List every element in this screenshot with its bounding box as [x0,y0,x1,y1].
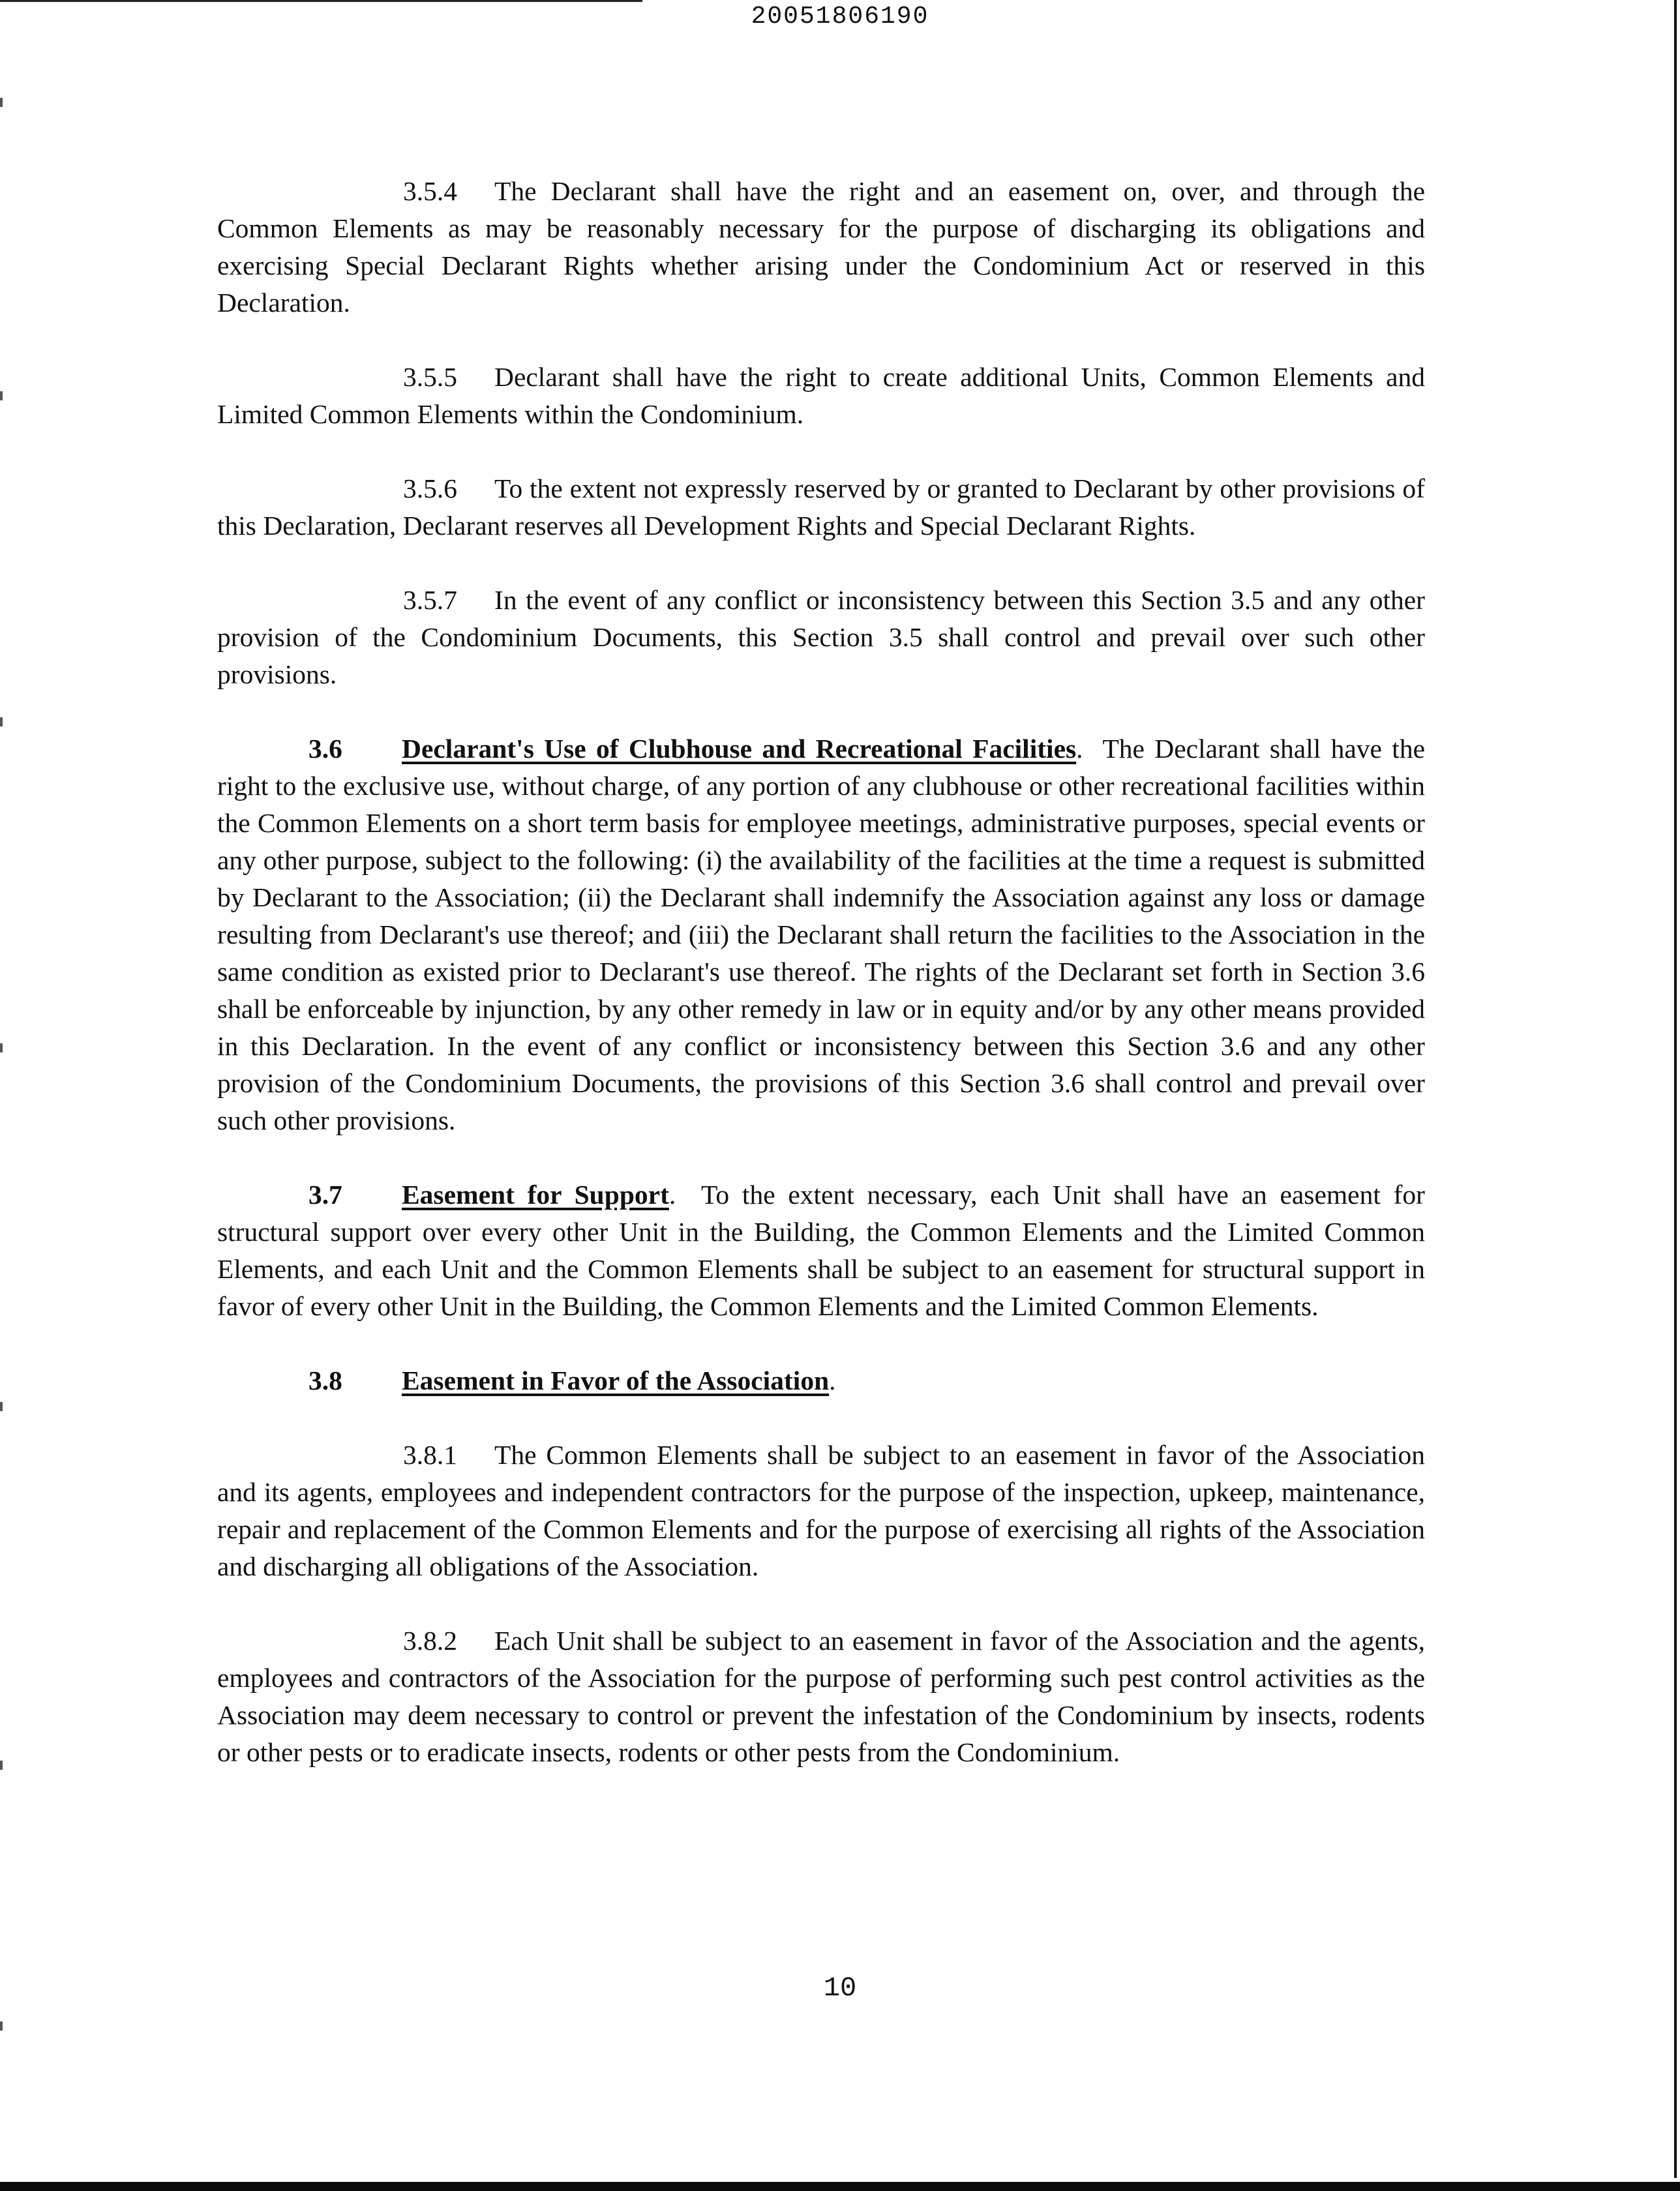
section-3-6 [217,730,1425,1139]
section-3-8 [217,1362,1425,1399]
paragraph-3-8-2 [217,1622,1425,1771]
section-heading: Easement in Favor of the Association [402,1365,830,1395]
scan-edge-right [1674,0,1677,2178]
section-3-7 [217,1176,1425,1325]
section-number: 3.8 [308,1365,342,1395]
scan-edge-left-marks [0,0,5,2178]
heading-punctuation: . [1076,734,1083,764]
section-heading: Declarant's Use of Clubhouse and Recreational Facilities [402,734,1077,764]
heading-punctuation: . [829,1365,836,1395]
paragraph-3-5-6 [217,470,1425,544]
section-number: 3.6 [308,734,342,764]
heading-punctuation: . [668,1180,676,1210]
paragraph-3-5-7 [217,582,1425,693]
paragraph-3-5-5 [217,359,1425,433]
paragraph-text: Declarant shall have the right to create additional Units, Common Elements and Limited Common Elements within the Condominium. [217,362,1425,429]
paragraph-number: 3.5.6 [403,473,457,503]
scan-edge-top [0,0,642,2]
section-text: To the extent necessary, each Unit shall have an easement for structural support over every other Unit in the Building, the Common Elements and the Limited Common Elements, and each Unit and the Common Elements shall be subject to an easement for structural support in favor of every other Unit in the Building, the Common Elements and the Limited Common Elements. [217,1180,1425,1321]
section-number: 3.7 [308,1180,342,1210]
section-text: The Declarant shall have the right to the exclusive use, without charge, of any portion of any clubhouse or other recreational facilities within the Common Elements on a short term basis for employee meetings, administrative purposes, special events or any other purpose, subject to the following: (i) the availability of the facilities at the time a request is submitted by Declarant to the Association; (ii) the Declarant shall indemnify the Association against any loss or damage resulting from Declarant's use thereof; and (iii) the Declarant shall return the facilities to the Association in the same condition as existed prior to Declarant's use thereof. The rights of the Declarant set forth in Section 3.6 shall be enforceable by injunction, by any other remedy in law or in equity and/or by any other means provided in this Declaration. In the event of any conflict or inconsistency between this Section 3.6 and any other provision of the Condominium Documents, the provisions of this Section 3.6 shall control and prevail over such other provisions. [217,734,1425,1135]
document-body [217,173,1425,1771]
paragraph-text: The Declarant shall have the right and an easement on, over, and through the Common Elements as may be reasonably necessary for the purpose of discharging its obligations and exercising Special Declarant Rights whether arising under the Condominium Act or reserved in this Declaration. [217,176,1425,318]
paragraph-number: 3.5.4 [403,176,457,206]
paragraph-text: The Common Elements shall be subject to an easement in favor of the Association and its agents, employees and independent contractors for the purpose of the inspection, upkeep, maintenance, repair and replacement of the Common Elements and for the purpose of exercising all rights of the Association and discharging all obligations of the Association. [217,1440,1425,1581]
paragraph-text: To the extent not expressly reserved by or granted to Declarant by other provisions of this Declaration, Declarant reserves all Development Rights and Special Declarant Rights. [217,473,1425,541]
document-id: 20051806190 [751,3,929,31]
paragraph-number: 3.8.1 [403,1440,457,1470]
page-number: 10 [823,1973,857,2004]
paragraph-3-5-4 [217,173,1425,321]
paragraph-number: 3.5.5 [403,362,457,392]
paragraph-text: Each Unit shall be subject to an easement in favor of the Association and the agents, employees and contractors of the Association for the purpose of performing such pest control activities as the Association may deem necessary to control or prevent the infestation of the Condominium by insects, rodents or other pests or to eradicate insects, rodents or other pests from the Condominium. [217,1626,1425,1767]
scan-edge-bottom [0,2182,1680,2191]
paragraph-number: 3.5.7 [403,585,457,615]
section-heading: Easement for Support [402,1180,669,1210]
paragraph-3-8-1 [217,1437,1425,1585]
paragraph-text: In the event of any conflict or inconsistency between this Section 3.5 and any other provision of the Condominium Documents, this Section 3.5 shall control and prevail over such other provisions. [217,585,1425,689]
paragraph-number: 3.8.2 [403,1626,457,1656]
